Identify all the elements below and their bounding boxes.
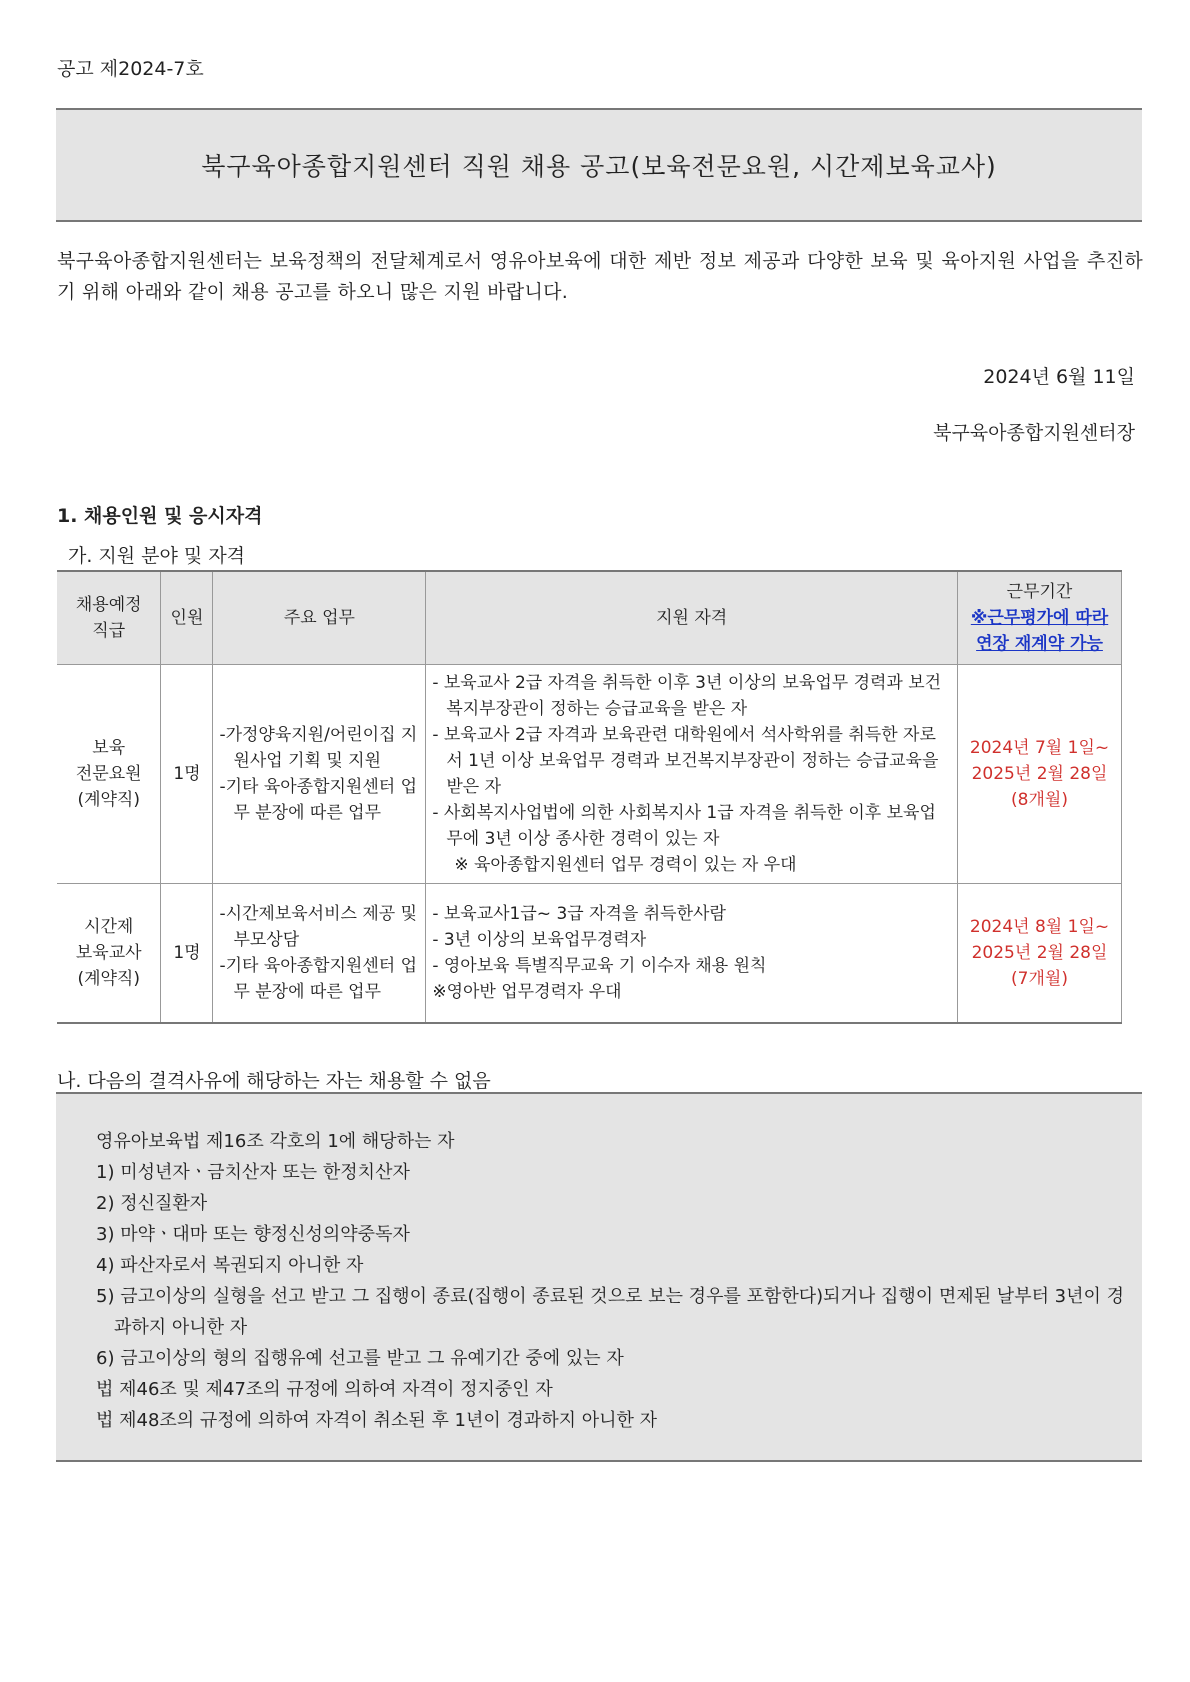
qualification-note: ※ 육아종합지원센터 업무 경력이 있는 자 우대 (454, 855, 797, 875)
qualification-note: ※영아반 업무경력자 우대 (432, 982, 622, 1002)
duty-item: -기타 육아종합지원센터 업무 분장에 따른 업무 (219, 956, 418, 1002)
subsection-heading-fields: 가. 지원 분야 및 자격 (68, 545, 246, 567)
qualification-item: - 보육교사1급~ 3급 자격을 취득한사람 (432, 904, 726, 924)
qualification-item: - 보육교사 2급 자격과 보육관련 대학원에서 석사학위를 취득한 자로서 1년 이상 보육업무 경력과 보건복지부장관이 정하는 승급교육을 받은 자 (432, 725, 939, 797)
period-line: (7개월) (1011, 969, 1068, 989)
header-position (57, 571, 161, 665)
header-position-label: 채용예정 직급 (75, 595, 142, 641)
position-line: 전문요원 (75, 764, 142, 784)
header-qualifications: 지원 자격 (426, 571, 958, 665)
list-item: 2) 정신질환자 (96, 1193, 208, 1214)
list-item: 5) 금고이상의 실형을 선고 받고 그 집행이 종료(집행이 종료된 것으로 보는 경우를 포함한다)되거나 집행이 면제된 날부터 3년이 경과하지 아니한 자 (96, 1286, 1125, 1338)
duty-item: -시간제보육서비스 제공 및 부모상담 (219, 904, 418, 950)
header-duties: 주요 업무 (213, 571, 426, 665)
header-period-label: 근무기간 (1006, 582, 1073, 602)
position-line: 시간제 (84, 917, 134, 937)
list-item: 6) 금고이상의 형의 집행유예 선고를 받고 그 유예기간 중에 있는 자 (96, 1348, 624, 1369)
period-line: (8개월) (1011, 790, 1068, 810)
duty-item: -가정양육지원/어린이집 지원사업 기획 및 지원 (219, 725, 418, 771)
list-item: 법 제46조 및 제47조의 규정에 의하여 자격이 정지중인 자 (96, 1379, 553, 1400)
disqualifications-box (56, 1092, 1142, 1462)
cell-count: 1명 (161, 884, 213, 1024)
table-row (57, 665, 1122, 884)
title-box (56, 108, 1142, 222)
qualification-item: - 보육교사 2급 자격을 취득한 이후 3년 이상의 보육업무 경력과 보건복지부장관이 정하는 승급교육을 받은 자 (432, 673, 942, 719)
intro-paragraph: 북구육아종합지원센터는 보육정책의 전달체계로서 영유아보육에 대한 제반 정보 제공과 다양한 보육 및 육아지원 사업을 추진하기 위해 아래와 같이 채용 공고를 하오니 많은 지원 바랍니다. (57, 250, 1143, 303)
qualification-item: - 3년 이상의 보육업무경력자 (432, 930, 647, 950)
disqualification-intro: 영유아보육법 제16조 각호의 1에 해당하는 자 (96, 1131, 455, 1152)
cell-duties (213, 665, 426, 884)
subsection-heading-disqualifications: 나. 다음의 결격사유에 해당하는 자는 채용할 수 없음 (57, 1070, 491, 1092)
qualification-item: - 사회복지사업법에 의한 사회복지사 1급 자격을 취득한 이후 보육업무에 3년 이상 종사한 경력이 있는 자 (432, 803, 936, 849)
period-line: 2025년 2월 28일 (971, 943, 1108, 963)
cell-position (57, 665, 161, 884)
period-extension-note: ※근무평가에 따라 연장 재계약 가능 (970, 608, 1109, 654)
header-period (958, 571, 1122, 665)
period-line: 2025년 2월 28일 (971, 764, 1108, 784)
qualification-item: - 영아보육 특별직무교육 기 이수자 채용 원칙 (432, 956, 767, 976)
cell-count: 1명 (161, 665, 213, 884)
cell-position (57, 884, 161, 1024)
issuer-signature: 북구육아종합지원센터장 (933, 422, 1135, 444)
table-header-row (57, 571, 1122, 665)
list-item: 3) 마약ㆍ대마 또는 향정신성의약중독자 (96, 1224, 410, 1245)
cell-qualifications (426, 665, 958, 884)
position-line: 보육교사 (75, 943, 142, 963)
disqualifications-list (96, 1126, 1126, 1436)
header-count: 인원 (161, 571, 213, 665)
position-line: 보육 (92, 738, 126, 758)
page-title: 북구육아종합지원센터 직원 채용 공고(보육전문요원, 시간제보육교사) (201, 152, 997, 181)
position-line: (계약직) (77, 790, 140, 810)
cell-period (958, 884, 1122, 1024)
cell-period (958, 665, 1122, 884)
list-item: 법 제48조의 규정에 의하여 자격이 취소된 후 1년이 경과하지 아니한 자 (96, 1410, 658, 1431)
notice-number: 공고 제2024-7호 (57, 58, 204, 80)
recruitment-table (57, 570, 1122, 1024)
announcement-date: 2024년 6월 11일 (983, 366, 1135, 388)
period-line: 2024년 7월 1일~ (969, 738, 1110, 758)
section-heading-recruitment: 1. 채용인원 및 응시자격 (57, 505, 263, 527)
period-line: 2024년 8월 1일~ (969, 917, 1110, 937)
list-item: 4) 파산자로서 복권되지 아니한 자 (96, 1255, 364, 1276)
list-item: 1) 미성년자ㆍ금치산자 또는 한정치산자 (96, 1162, 410, 1183)
position-line: (계약직) (77, 969, 140, 989)
table-row (57, 884, 1122, 1024)
cell-qualifications (426, 884, 958, 1024)
cell-duties (213, 884, 426, 1024)
duty-item: -기타 육아종합지원센터 업무 분장에 따른 업무 (219, 777, 418, 823)
